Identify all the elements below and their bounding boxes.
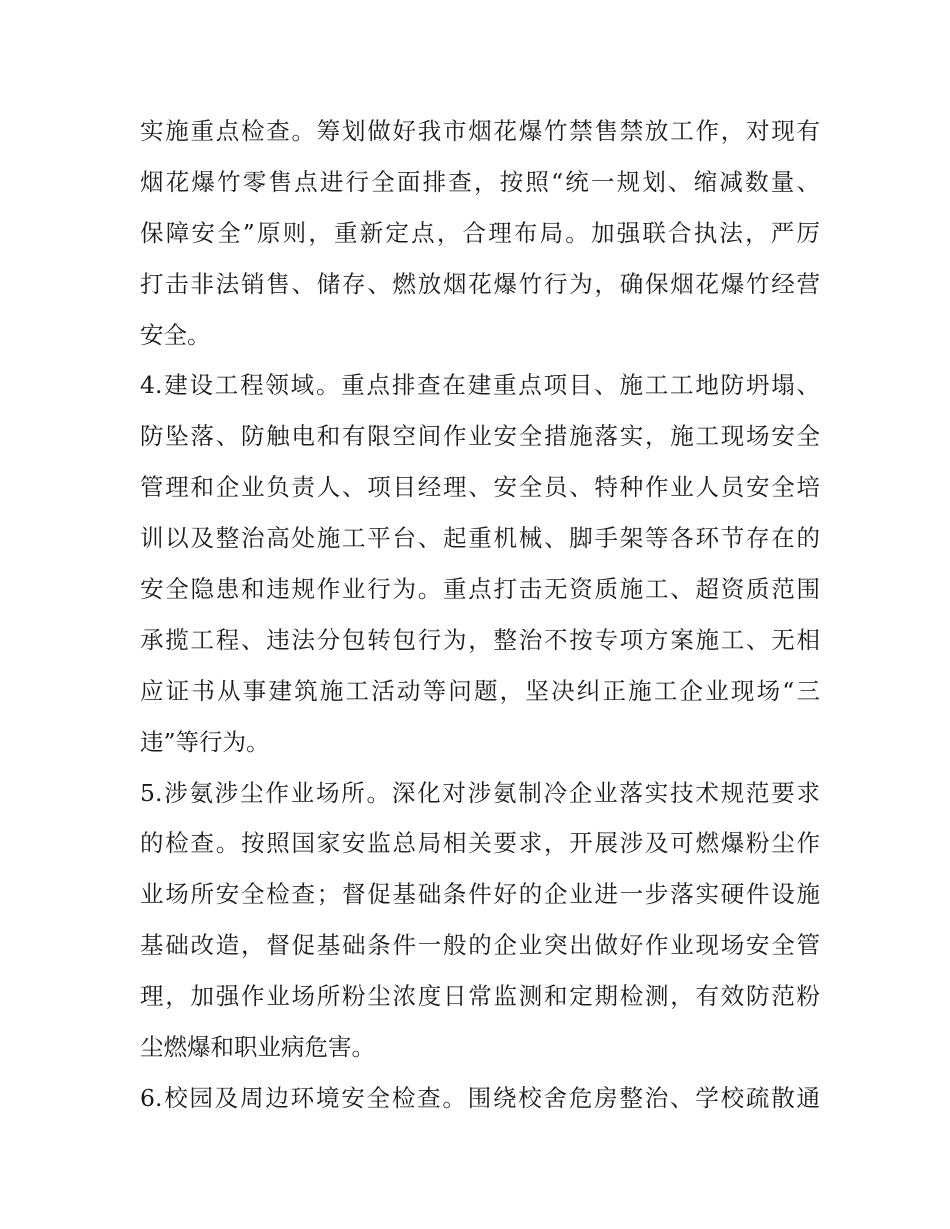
text-line: 安全。 [140,320,211,349]
text-line: 承揽工程、违法分包转包行为，整治不按专项方案施工、无相 [140,625,820,654]
text-line: 训以及整治高处施工平台、起重机械、脚手架等各环节存在的 [140,524,820,553]
text-line: 烟花爆竹零售点进行全面排查，按照“统一规划、缩减数量、 [140,167,820,196]
text-line: 理，加强作业场所粉尘浓度日常监测和定期检测，有效防范粉 [140,982,820,1011]
text-line: 应证书从事建筑施工活动等问题，坚决纠正施工企业现场“三 [140,676,820,705]
text-line: 安全隐患和违规作业行为。重点打击无资质施工、超资质范围 [140,575,820,604]
text-line: 的检查。按照国家安监总局相关要求，开展涉及可燃爆粉尘作 [140,829,820,858]
body-text [140,106,820,1124]
text-line: 6.校园及周边环境安全检查。围绕校舍危房整治、学校疏散通 [140,1083,820,1112]
text-line: 5.涉氨涉尘作业场所。深化对涉氨制冷企业落实技术规范要求 [140,778,820,807]
text-line: 违”等行为。 [140,727,270,756]
text-line: 基础改造，督促基础条件一般的企业突出做好作业现场安全管 [140,931,820,960]
text-line: 尘燃爆和职业病危害。 [140,1033,375,1062]
text-line: 业场所安全检查；督促基础条件好的企业进一步落实硬件设施 [140,880,820,909]
text-line: 4.建设工程领域。重点排查在建重点项目、施工工地防坍塌、 [140,371,820,400]
text-line: 防坠落、防触电和有限空间作业安全措施落实，施工现场安全 [140,422,820,451]
text-line: 打击非法销售、储存、燃放烟花爆竹行为，确保烟花爆竹经营 [140,269,820,298]
text-line: 保障安全”原则，重新定点，合理布局。加强联合执法，严厉 [140,218,820,247]
text-line: 实施重点检查。筹划做好我市烟花爆竹禁售禁放工作，对现有 [140,117,820,145]
text-line: 管理和企业负责人、项目经理、安全员、特种作业人员安全培 [140,473,820,502]
